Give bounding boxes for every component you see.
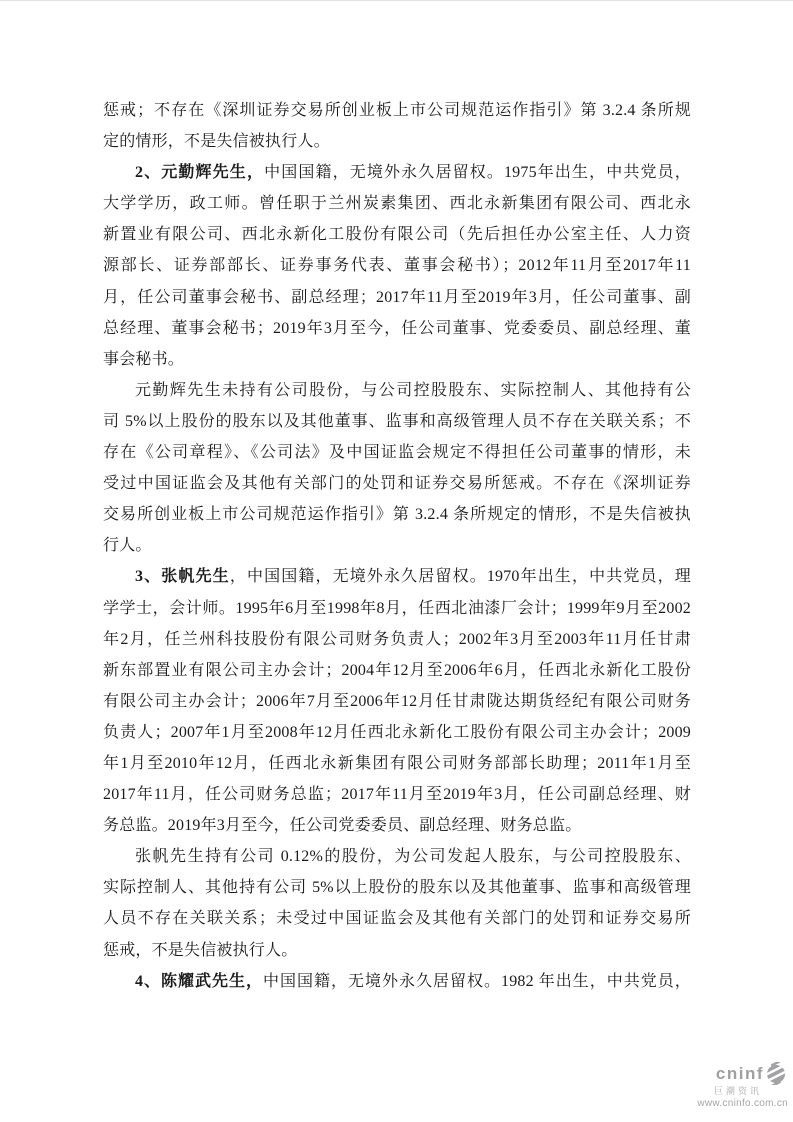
- line-text: 年2月，任兰州科技股份有限公司财务负责人；2002年3月至2003年11月任甘肃: [103, 630, 691, 648]
- line-text: 源部长、证券部部长、证券事务代表、董事会秘书）；2012年11月至2017年11: [103, 257, 691, 275]
- text-line: [103, 437, 691, 468]
- cninfo-brand-text: cninf: [715, 1064, 764, 1083]
- line-text: 学学士，会计师。1995年6月至1998年8月，任西北油漆厂会计；1999年9月至2002: [103, 599, 691, 617]
- person-name-bold: 3、张帆先生: [135, 568, 230, 586]
- line-text: 中国国籍，无境外永久居留权。1975年出生，中共党员，: [264, 164, 691, 182]
- person-name-bold: 4、陈耀武先生，: [135, 972, 263, 990]
- line-text: 2017年11月，任公司财务总监；2017年11月至2019年3月，任公司副总经理、财: [103, 786, 691, 804]
- line-text: 惩戒；不存在《深圳证券交易所创业板上市公司规范运作指引》第 3.2.4 条所规: [103, 102, 691, 119]
- line-text: 负责人；2007年1月至2008年12月任西北永新化工股份有限公司主办会计；2009: [103, 723, 691, 741]
- cninfo-logo-row: [697, 1062, 788, 1085]
- paragraph: [103, 95, 691, 157]
- line-text: 存在《公司章程》、《公司法》及中国证监会规定不得担任公司董事的情形，未: [103, 444, 691, 462]
- line-text: 交易所创业板上市公司规范运作指引》第 3.2.4 条所规定的情形，不是失信被执: [103, 506, 691, 524]
- text-line: [103, 561, 691, 592]
- paragraph: [103, 375, 691, 562]
- text-line: [103, 468, 691, 499]
- paragraph: [103, 561, 691, 841]
- text-line: [103, 406, 691, 437]
- line-text: 司 5%以上股份的股东以及其他董事、监事和高级管理人员不存在关联关系；不: [103, 412, 691, 430]
- line-text: 人员不存在关联关系；未受过中国证监会及其他有关部门的处罚和证券交易所: [103, 910, 691, 928]
- line-text: 务总监。2019年3月至今，任公司党委委员、副总经理、财务总监。: [103, 817, 582, 835]
- text-line: [103, 219, 691, 250]
- paragraph: [103, 157, 691, 375]
- text-line: [103, 313, 691, 344]
- text-line: [103, 903, 691, 934]
- text-line: [103, 530, 691, 561]
- line-text: ，中国国籍，无境外永久居留权。1970年出生，中共党员，理: [229, 568, 691, 586]
- text-line: [103, 282, 691, 313]
- text-line: [103, 188, 691, 219]
- text-line: [103, 655, 691, 686]
- person-name-bold: 2、元勤辉先生，: [135, 164, 265, 182]
- text-line: [103, 810, 691, 841]
- text-line: [103, 872, 691, 903]
- line-text: 新置业有限公司、西北永新化工股份有限公司（先后担任办公室主任、人力资: [103, 226, 691, 244]
- text-line: [103, 779, 691, 810]
- text-line: [103, 126, 691, 157]
- paragraph: [103, 841, 691, 965]
- line-text: 月，任公司董事会秘书、副总经理；2017年11月至2019年3月，任公司董事、副: [103, 288, 691, 306]
- line-text: 受过中国证监会及其他有关部门的处罚和证券交易所惩戒。不存在《深圳证券: [103, 475, 691, 493]
- cninfo-brand-cn: 巨潮资讯: [713, 1086, 762, 1096]
- cninfo-logo: [697, 1062, 788, 1109]
- text-line: [103, 935, 691, 966]
- text-line: [103, 717, 691, 748]
- cninfo-swirl-globe-icon: [765, 1062, 788, 1085]
- line-text: 行人。: [103, 537, 152, 555]
- text-line: [103, 624, 691, 655]
- text-line: [103, 250, 691, 281]
- line-text: 事会秘书。: [103, 350, 185, 368]
- line-text: 张帆先生持有公司 0.12%的股份，为公司发起人股东，与公司控股股东、: [135, 848, 691, 866]
- cninfo-url: www.cninfo.com.cn: [697, 1098, 788, 1109]
- line-text: 有限公司主办会计；2006年7月至2006年12月任甘肃陇达期货经纪有限公司财务: [103, 692, 691, 710]
- text-line: [103, 686, 691, 717]
- text-block: [103, 95, 691, 997]
- text-line: [103, 344, 691, 375]
- text-line: [103, 157, 691, 188]
- text-line: [103, 95, 691, 126]
- paragraph: [103, 966, 691, 997]
- text-line: [103, 375, 691, 406]
- line-text: 元勤辉先生未持有公司股份，与公司控股股东、实际控制人、其他持有公: [135, 381, 691, 399]
- line-text: 中国国籍，无境外永久居留权。1982 年出生，中共党员，: [263, 972, 691, 990]
- line-text: 年1月至2010年12月，任西北永新集团有限公司财务部部长助理；2011年1月至: [103, 754, 691, 772]
- text-line: [103, 499, 691, 530]
- line-text: 实际控制人、其他持有公司 5%以上股份的股东以及其他董事、监事和高级管理: [103, 879, 691, 897]
- text-line: [103, 841, 691, 872]
- line-text: 总经理、董事会秘书；2019年3月至今，任公司董事、党委委员、副总经理、董: [103, 319, 691, 337]
- page-top-edge: [0, 0, 793, 1]
- line-text: 定的情形，不是失信被执行人。: [103, 133, 330, 151]
- line-text: 新东部置业有限公司主办会计；2004年12月至2006年6月，任西北永新化工股份: [103, 661, 691, 679]
- text-line: [103, 593, 691, 624]
- text-line: [103, 966, 691, 997]
- line-text: 大学学历，政工师。曾任职于兰州炭素集团、西北永新集团有限公司、西北永: [103, 195, 691, 213]
- text-line: [103, 748, 691, 779]
- line-text: 惩戒，不是失信被执行人。: [103, 941, 298, 959]
